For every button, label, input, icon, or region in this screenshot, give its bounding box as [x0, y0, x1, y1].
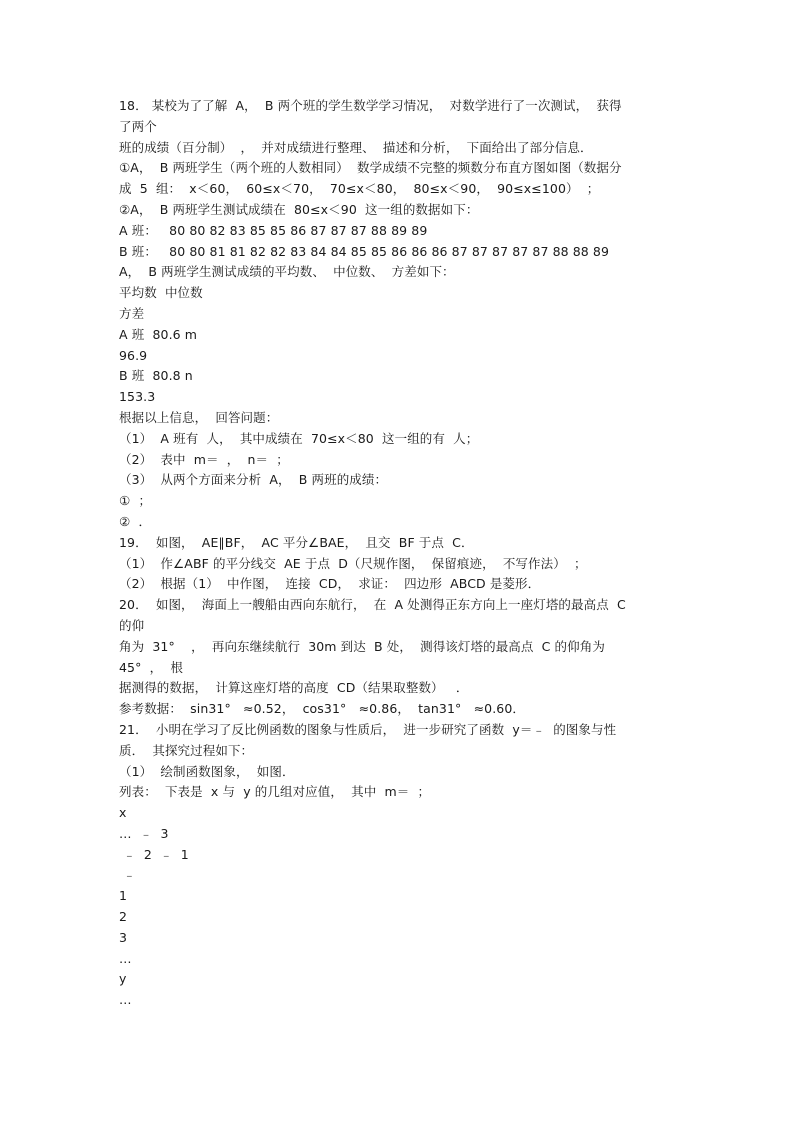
text-line: 平均数 中位数: [119, 285, 203, 301]
text-line: 参考数据： sin31° ≈0.52， cos31° ≈0.86， tan31° ≈0.60．: [119, 701, 526, 717]
text-line: 18． 某校为了了解 A， B 两个班的学生数学学习情况， 对数学进行了一次测试， 获得: [119, 98, 622, 113]
text-line: （1） 作∠ABF 的平分线交 AE 于点 D（尺规作图， 保留痕迹， 不写作法） ；: [119, 555, 587, 571]
text-line: 的仰: [119, 617, 145, 633]
text-line: 3: [119, 929, 128, 945]
text-line: 角为 31° ， 再向东继续航行 30m 到达 B 处， 测得该灯塔的最高点 C 的仰角为: [119, 638, 605, 654]
text-line: …: [119, 950, 132, 966]
text-line: （3） 从两个方面来分析 A， B 两班的成绩：: [119, 472, 388, 488]
text-line: 45° ， 根: [119, 659, 183, 675]
text-line: （2） 根据（1） 中作图， 连接 CD， 求证： 四边形 ABCD 是菱形．: [119, 576, 541, 592]
text-line: 19． 如图， AE∥BF， AC 平分∠BAE， 且交 BF 于点 C．: [119, 534, 474, 550]
text-line: 96.9: [119, 347, 148, 363]
text-line: A 班 80.6 m: [119, 326, 198, 342]
text-line: （1） 绘制函数图象， 如图．: [119, 763, 295, 779]
text-line: ②A， B 两班学生测试成绩在 80≤x＜90 这一组的数据如下：: [119, 201, 479, 217]
text-line: （2） 表中 m＝ ， n＝ ；: [119, 451, 289, 467]
text-line: ﹣ 2 ﹣ 1: [119, 846, 189, 862]
text-line: B 班： 80 80 81 81 82 82 83 84 84 85 85 86 86 86 87 87 87 87 87 88 88 89: [119, 243, 610, 259]
document-text: [119, 96, 679, 1011]
text-line: 2: [119, 909, 128, 925]
text-line: … ﹣ 3: [119, 825, 169, 841]
text-line: …: [119, 992, 132, 1008]
text-line: 21． 小明在学习了反比例函数的图象与性质后， 进一步研究了函数 y＝﹣ 的图象与性: [119, 721, 617, 737]
text-line: 20． 如图， 海面上一艘船由西向东航行， 在 A 处测得正东方向上一座灯塔的最高点 C: [119, 597, 626, 613]
text-line: ② ．: [119, 513, 152, 529]
text-line: y: [119, 971, 127, 987]
text-line: 153.3: [119, 389, 156, 405]
text-line: x: [119, 805, 127, 821]
text-line: 据测得的数据， 计算这座灯塔的高度 CD（结果取整数） ．: [119, 680, 469, 696]
text-line: 质． 其探究过程如下：: [119, 742, 254, 758]
text-line: 班的成绩（百分制） ， 并对成绩进行整理、 描述和分析， 下面给出了部分信息．: [119, 139, 593, 155]
text-line: （1） A 班有 人， 其中成绩在 70≤x＜80 这一组的有 人；: [119, 430, 479, 446]
text-line: ①A， B 两班学生（两个班的人数相同） 数学成绩不完整的频数分布直方图如图（数据分: [119, 160, 622, 176]
text-line: 方差: [119, 305, 145, 321]
text-line: 成 5 组： x＜60， 60≤x＜70， 70≤x＜80， 80≤x＜90， 90≤x≤100） ；: [119, 181, 600, 197]
text-line: B 班 80.8 n: [119, 368, 193, 384]
text-line: 1: [119, 888, 128, 904]
text-line: A 班： 80 80 82 83 85 85 86 87 87 87 88 89 89: [119, 222, 428, 238]
text-line: 列表： 下表是 x 与 y 的几组对应值， 其中 m＝ ；: [119, 784, 431, 800]
text-line: ﹣: [119, 867, 136, 883]
text-line: A， B 两班学生测试成绩的平均数、 中位数、 方差如下：: [119, 264, 455, 280]
text-line: 了两个: [119, 118, 157, 134]
text-line: 根据以上信息， 回答问题：: [119, 409, 279, 425]
text-line: ① ；: [119, 493, 152, 509]
